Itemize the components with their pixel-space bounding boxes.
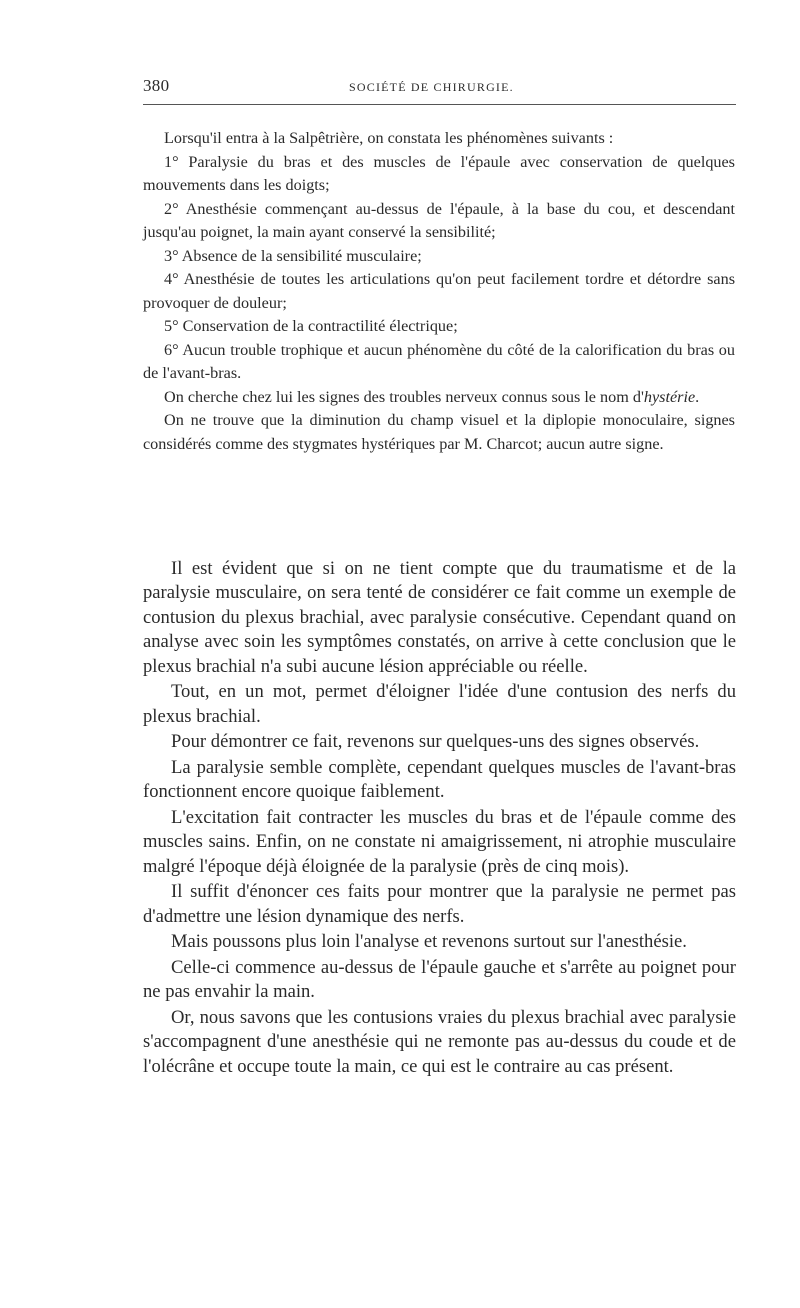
- hysteria-note: [143, 386, 735, 410]
- discussion-paragraph: Or, nous savons que les contusions vraies du plexus brachial avec paralysie s'accompagnent d'une anesthésie qui ne remonte pas au-dessus du coude et de l'olécrâne et occupe toute la main, ce qui est le contraire au cas présent.: [143, 1006, 736, 1077]
- case-notes: [143, 127, 735, 456]
- discussion-paragraph: Pour démontrer ce fait, revenons sur quelques-uns des signes observés.: [171, 731, 700, 753]
- discussion-paragraph: Tout, en un mot, permet d'éloigner l'idée d'une contusion des nerfs du plexus brachial.: [143, 681, 736, 727]
- running-title: SOCIÉTÉ DE CHIRURGIE.: [349, 80, 514, 94]
- case-intro: Lorsqu'il entra à la Salpêtrière, on constata les phénomènes suivants :: [164, 129, 614, 147]
- hysteria-prefix: On cherche chez lui les signes des troubles nerveux connus sous le nom d': [164, 387, 644, 406]
- discussion-paragraph: Mais poussons plus loin l'analyse et revenons surtout sur l'anesthésie.: [171, 931, 687, 953]
- discussion-paragraph: Celle-ci commence au-dessus de l'épaule gauche et s'arrête au poignet pour ne pas envahir la main.: [143, 956, 736, 1003]
- discussion: [143, 557, 736, 1079]
- hysteria-term: hystérie: [643, 387, 696, 406]
- symptom-item-2: 2° Anesthésie commençant au-dessus de l'épaule, à la base du cou, et descendant jusqu'au poignet, la main ayant conservé la sensibilité;: [143, 199, 735, 241]
- discussion-paragraph: Il suffit d'énoncer ces faits pour montrer que la paralysie ne permet pas d'admettre une lésion dynamique des nerfs.: [143, 881, 736, 927]
- symptom-item-4: 4° Anesthésie de toutes les articulations qu'on peut facilement tordre et détordre sans provoquer de douleur;: [143, 270, 735, 312]
- page-number: 380: [143, 76, 170, 95]
- hysteria-suffix: .: [695, 387, 700, 406]
- symptom-item-5: 5° Conservation de la contractilité électrique;: [164, 317, 458, 335]
- discussion-paragraph: La paralysie semble complète, cependant quelques muscles de l'avant-bras fonctionnent encore quoique faiblement.: [143, 756, 736, 803]
- discussion-paragraph: L'excitation fait contracter les muscles du bras et de l'épaule comme des muscles sains. Enfin, on ne constate ni amaigrissement, ni atrophie musculaire malgré l'époque déjà éloignée de la paralysie (près de cinq mois).: [143, 806, 736, 877]
- symptom-item-1: 1° Paralysie du bras et des muscles de l'épaule avec conservation de quelques mouvements dans les doigts;: [143, 152, 735, 194]
- final-note: On ne trouve que la diminution du champ visuel et la diplopie monoculaire, signes considérés comme des stygmates hystériques par M. Charcot; aucun autre signe.: [143, 411, 735, 453]
- symptom-item-3: 3° Absence de la sensibilité musculaire;: [164, 246, 422, 265]
- header-rule: [143, 104, 736, 105]
- symptom-item-6: 6° Aucun trouble trophique et aucun phénomène du côté de la calorification du bras ou de l'avant-bras.: [143, 340, 735, 382]
- discussion-paragraph: Il est évident que si on ne tient compte que du traumatisme et de la paralysie musculaire, on sera tenté de considérer ce fait comme un exemple de contusion du plexus brachial, avec paralysie consécutive. Cependant quand on analyse avec soin les symptômes constatés, on arrive à cette conclusion que le plexus brachial n'a subi aucune lésion appréciable ou réelle.: [143, 558, 736, 677]
- page-header: [143, 76, 735, 100]
